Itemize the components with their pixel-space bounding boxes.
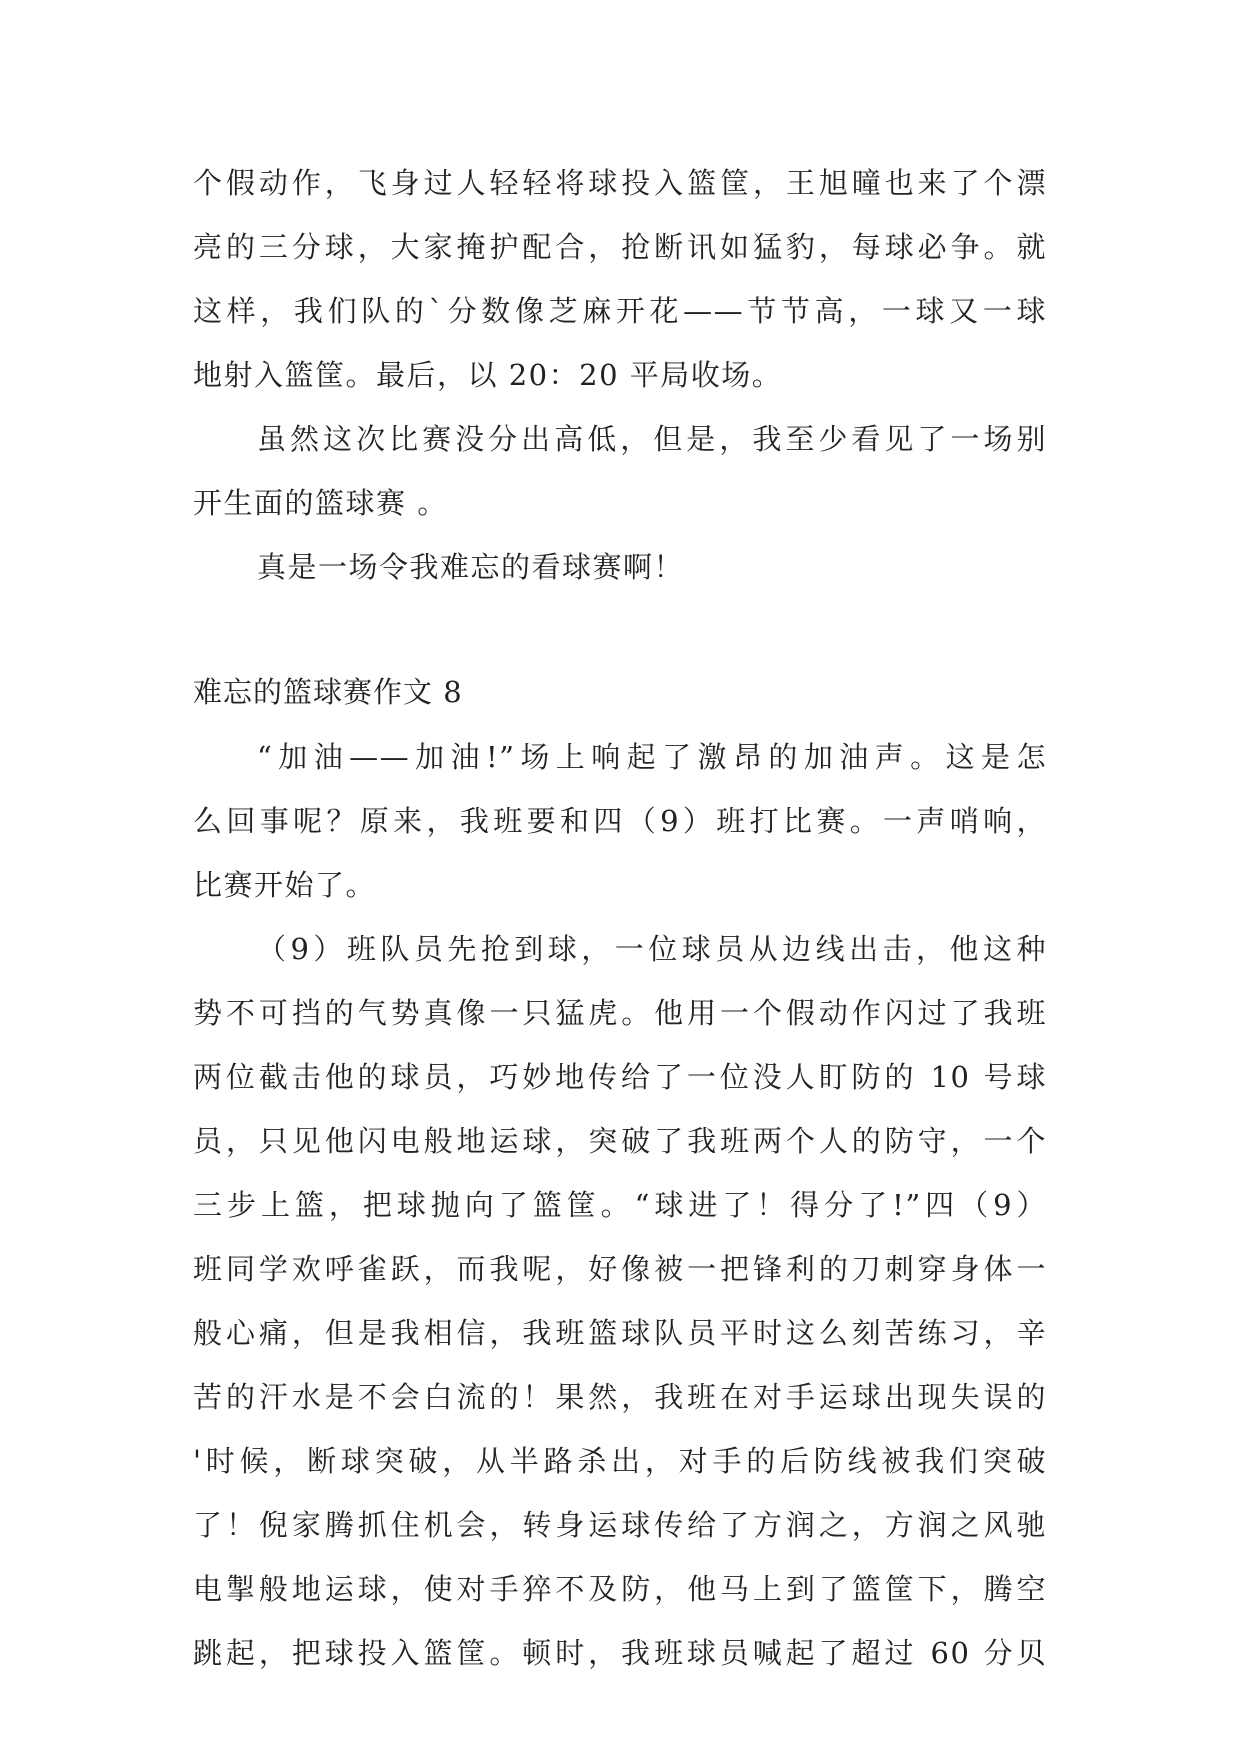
text-line: 亮的三分球，大家掩护配合，抢断讯如猛豹，每球必争。就 bbox=[193, 230, 1047, 264]
text-line: 开生面的篮球赛 。 bbox=[193, 486, 448, 520]
text-line: 三步上篮，把球抛向了篮筐。“球进了！得分了!”四（9） bbox=[193, 1188, 1047, 1222]
text-line: 了！倪家腾抓住机会，转身运球传给了方润之，方润之风驰 bbox=[193, 1508, 1047, 1542]
page-content bbox=[193, 151, 1047, 1685]
text-line: 虽然这次比赛没分出高低，但是，我至少看见了一场别 bbox=[257, 422, 1047, 456]
text-line: 真是一场令我难忘的看球赛啊！ bbox=[257, 550, 685, 584]
text-line: 两位截击他的球员，巧妙地传给了一位没人盯防的 10 号球 bbox=[193, 1060, 1047, 1094]
text-line: “加油——加油!”场上响起了激昂的加油声。这是怎 bbox=[257, 740, 1047, 774]
text-line: 这样，我们队的`分数像芝麻开花——节节高，一球又一球 bbox=[193, 294, 1047, 328]
text-line: 般心痛，但是我相信，我班篮球队员平时这么刻苦练习，辛 bbox=[193, 1316, 1047, 1350]
section-gap bbox=[193, 599, 1047, 659]
text-line: '时候，断球突破，从半路杀出，对手的后防线被我们突破 bbox=[193, 1444, 1047, 1478]
text-line: 班同学欢呼雀跃，而我呢，好像被一把锋利的刀刺穿身体一 bbox=[193, 1252, 1047, 1286]
paragraph-continuation bbox=[193, 151, 1047, 407]
text-line: 员，只见他闪电般地运球，突破了我班两个人的防守，一个 bbox=[193, 1124, 1047, 1158]
paragraph-closing bbox=[193, 535, 1047, 599]
text-line: 势不可挡的气势真像一只猛虎。他用一个假动作闪过了我班 bbox=[193, 996, 1047, 1030]
paragraph-opening bbox=[193, 725, 1047, 917]
text-line: 比赛开始了。 bbox=[193, 868, 377, 902]
text-line: （9）班队员先抢到球，一位球员从边线出击，他这种 bbox=[257, 932, 1047, 966]
paragraph-summary bbox=[193, 407, 1047, 535]
text-line: 地射入篮筐。最后，以 20：20 平局收场。 bbox=[193, 358, 783, 392]
paragraph-game bbox=[193, 917, 1047, 1685]
text-line: 苦的汗水是不会白流的！果然，我班在对手运球出现失误的 bbox=[193, 1380, 1047, 1414]
text-line: 么回事呢？原来，我班要和四（9）班打比赛。一声哨响， bbox=[193, 804, 1047, 838]
text-line: 个假动作，飞身过人轻轻将球投入篮筐，王旭曈也来了个漂 bbox=[193, 166, 1047, 200]
essay-title: 难忘的篮球赛作文 8 bbox=[193, 675, 463, 709]
text-line: 电掣般地运球，使对手猝不及防，他马上到了篮筐下，腾空 bbox=[193, 1572, 1047, 1606]
text-line: 跳起，把球投入篮筐。顿时，我班球员喊起了超过 60 分贝 bbox=[193, 1636, 1047, 1670]
